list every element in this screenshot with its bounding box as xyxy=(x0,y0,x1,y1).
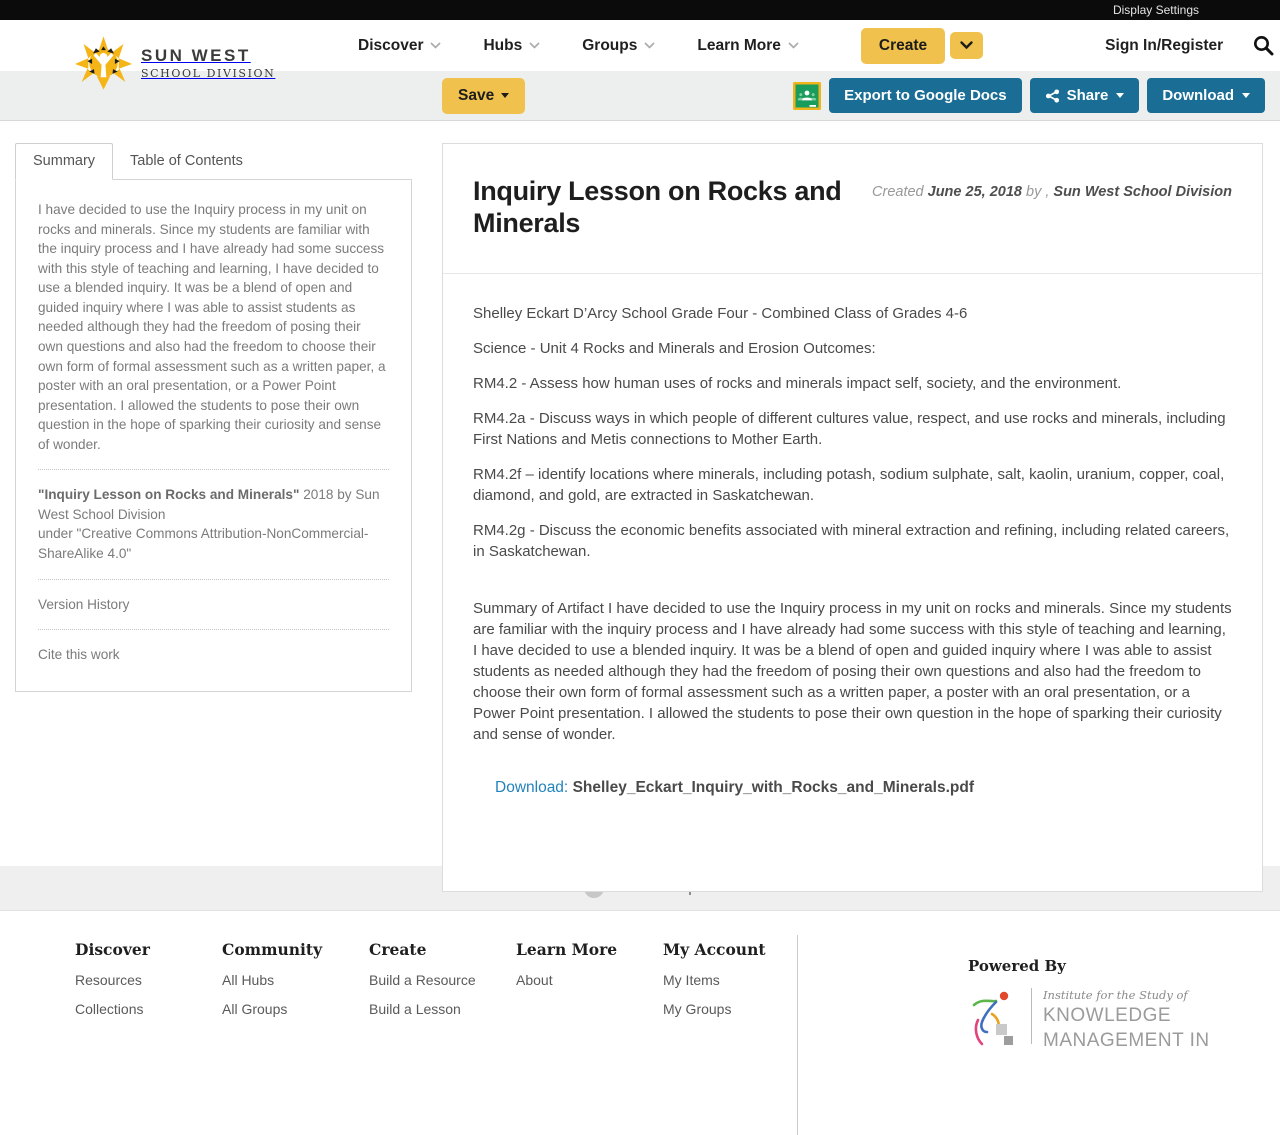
logo-line1: SUN WEST xyxy=(141,46,251,65)
iskme-logo-link[interactable] xyxy=(968,988,1210,1052)
body-paragraph: RM4.2a - Discuss ways in which people of different cultures value, respect, and use rocks and minerals, including First Nations and Metis connections to Mother Earth. xyxy=(473,410,1226,449)
caret-down-icon xyxy=(1242,93,1250,98)
export-google-docs-button[interactable] xyxy=(829,78,1022,113)
resource-card xyxy=(442,143,1263,892)
create-dropdown-button[interactable] xyxy=(950,32,983,59)
chevron-down-icon xyxy=(430,42,441,49)
content-region xyxy=(0,121,1280,866)
iskme-figure-icon xyxy=(968,988,1020,1048)
footer-col-my-account xyxy=(663,911,810,1017)
citation-title: "Inquiry Lesson on Rocks and Minerals" xyxy=(38,487,300,503)
footer-link-resources[interactable]: Resources xyxy=(75,972,142,988)
author-name: Sun West School Division xyxy=(1053,184,1232,200)
export-label: Export to Google Docs xyxy=(844,87,1007,104)
footer-col-title: Learn More xyxy=(516,940,618,959)
dotted-divider xyxy=(38,469,389,470)
iskme-logo-text xyxy=(1043,988,1210,1052)
sign-in-register-link[interactable]: Sign In/Register xyxy=(1105,36,1224,54)
nav-item-groups[interactable] xyxy=(582,37,655,55)
summary-abstract: I have decided to use the Inquiry process in my unit on rocks and minerals. Since my students are familiar with the inquiry process and I have already had some success with this style of teaching and learning, I have decided to use a blended inquiry. It was be a blend of open and guided inquiry where I was able to assist students as needed although they had the freedom of posing their own questions and also had the freedom to choose their own form of formal assessment such as a written paper, a poster with an oral presentation, or a Power Point presentation. I allowed the students to pose their own question in the hope of sparking their curiosity and sense of wonder. xyxy=(38,202,386,452)
save-label: Save xyxy=(458,86,495,104)
sunwest-logo[interactable] xyxy=(75,36,275,90)
save-button[interactable] xyxy=(442,78,525,114)
nav-item-hubs[interactable] xyxy=(483,37,540,55)
cite-this-work-link[interactable]: Cite this work xyxy=(38,647,120,663)
page-title: Inquiry Lesson on Rocks and Minerals xyxy=(473,176,842,238)
nav-item-learn-more[interactable] xyxy=(697,37,799,55)
version-history-link[interactable]: Version History xyxy=(38,596,130,612)
caret-down-icon xyxy=(1116,93,1124,98)
footer-link-about[interactable]: About xyxy=(516,972,553,988)
footer-col-title: My Account xyxy=(663,940,766,959)
nav-item-label: Learn More xyxy=(697,36,781,54)
created-date: June 25, 2018 xyxy=(927,184,1022,200)
iskme-line2: KNOWLEDGE xyxy=(1043,1005,1172,1026)
tab-summary[interactable]: Summary xyxy=(15,143,113,180)
download-label: Download xyxy=(1162,87,1234,104)
by-label: by , xyxy=(1026,184,1050,200)
footer-link-build-resource[interactable]: Build a Resource xyxy=(369,972,476,988)
download-file-link[interactable] xyxy=(495,777,974,799)
nav-item-label: Groups xyxy=(582,36,638,54)
footer-col-community xyxy=(222,911,369,1017)
footer-col-title: Discover xyxy=(75,940,150,959)
body-paragraph: RM4.2 - Assess how human uses of rocks and minerals impact self, society, and the environment. xyxy=(473,375,1122,393)
logo-line2: SCHOOL DIVISION xyxy=(141,67,276,80)
dotted-divider xyxy=(38,579,389,580)
footer-col-title: Create xyxy=(369,940,427,959)
chevron-down-icon xyxy=(529,42,540,49)
google-classroom-icon xyxy=(793,82,821,110)
iskme-line1: Institute for the Study of xyxy=(1043,988,1188,1002)
site-footer xyxy=(0,911,1280,1051)
footer-col-title: Community xyxy=(222,940,323,959)
share-icon xyxy=(1045,88,1060,104)
caret-down-icon xyxy=(501,93,509,98)
primary-nav xyxy=(358,37,799,55)
footer-link-all-groups[interactable]: All Groups xyxy=(222,1001,288,1017)
nav-item-label: Discover xyxy=(358,36,424,54)
create-button-group xyxy=(861,28,983,64)
card-body xyxy=(443,274,1262,891)
footer-col-learn-more xyxy=(516,911,663,1017)
main-navbar xyxy=(0,20,1280,80)
created-label: Created xyxy=(872,184,924,200)
powered-by-section xyxy=(968,957,1210,1052)
iskme-line3: MANAGEMENT IN xyxy=(1043,1030,1210,1051)
dotted-divider xyxy=(38,629,389,630)
citation-block xyxy=(38,485,389,563)
top-utility-bar xyxy=(0,0,1280,20)
citation-rest: 2018 by Sun West School Division xyxy=(38,487,380,522)
nav-item-label: Hubs xyxy=(483,36,523,54)
chevron-down-icon xyxy=(644,42,655,49)
share-label: Share xyxy=(1066,87,1109,104)
logo-text xyxy=(141,46,275,80)
footer-link-my-groups[interactable]: My Groups xyxy=(663,1001,732,1017)
display-settings-link[interactable]: Display Settings xyxy=(1112,3,1199,17)
powered-by-label: Powered By xyxy=(968,957,1066,975)
sunburst-logo-icon xyxy=(75,36,132,90)
footer-col-create xyxy=(369,911,516,1017)
body-paragraph: Science - Unit 4 Rocks and Minerals and Erosion Outcomes: xyxy=(473,340,876,358)
toolbar-right-group xyxy=(793,78,1265,113)
summary-of-artifact-paragraph: Summary of Artifact I have decided to use the Inquiry process in my unit on rocks and minerals. Since my students are familiar with the inquiry process and I have already had some success with this style of teaching and learning, I have decided to use a blended inquiry. It was be a blend of open and guided inquiry where I was able to assist students as needed although they had the freedom of posing their own questions and also had the freedom to choose their own form of formal assessment such as a written paper, a poster with an oral presentation, or a Power Point presentation. I allowed the students to pose their own question in the hope of sparking their curiosity and sense of wonder. xyxy=(473,600,1232,744)
body-paragraph: Shelley Eckart D’Arcy School Grade Four - Combined Class of Grades 4-6 xyxy=(473,305,968,323)
download-label: Download: xyxy=(495,779,569,797)
sidebar xyxy=(15,143,412,692)
card-header xyxy=(443,144,1262,273)
summary-panel xyxy=(15,179,412,692)
nav-item-discover[interactable] xyxy=(358,37,441,55)
footer-link-my-items[interactable]: My Items xyxy=(663,972,720,988)
sidebar-tabs xyxy=(15,143,412,179)
google-classroom-button[interactable] xyxy=(793,82,821,110)
footer-vertical-divider xyxy=(797,935,798,1135)
share-button[interactable] xyxy=(1030,78,1140,113)
footer-link-build-lesson[interactable]: Build a Lesson xyxy=(369,1001,461,1017)
download-filename: Shelley_Eckart_Inquiry_with_Rocks_and_Minerals.pdf xyxy=(572,779,974,797)
body-paragraph: RM4.2g - Discuss the economic benefits associated with mineral extraction and refining, including related careers, in Saskatchewan. xyxy=(473,522,1230,561)
chevron-down-icon xyxy=(788,42,799,49)
footer-col-discover xyxy=(75,911,222,1017)
chevron-down-icon xyxy=(960,41,973,50)
create-button[interactable]: Create xyxy=(861,28,945,64)
search-button[interactable] xyxy=(1253,35,1274,56)
iskme-logo-divider xyxy=(1031,988,1032,1044)
footer-columns xyxy=(75,911,810,1017)
body-paragraph: RM4.2f – identify locations where minerals, including potash, sodium sulphate, salt, kaolin, uranium, copper, coal, diamond, and gold, are extracted in Saskatchewan. xyxy=(473,466,1225,505)
download-button[interactable] xyxy=(1147,78,1265,113)
created-meta xyxy=(872,184,1232,239)
footer-link-collections[interactable]: Collections xyxy=(75,1001,144,1017)
footer-link-all-hubs[interactable]: All Hubs xyxy=(222,972,275,988)
tab-table-of-contents[interactable]: Table of Contents xyxy=(113,143,260,179)
citation-license: under "Creative Commons Attribution-NonCommercial-ShareAlike 4.0" xyxy=(38,526,369,561)
search-icon xyxy=(1253,35,1274,56)
